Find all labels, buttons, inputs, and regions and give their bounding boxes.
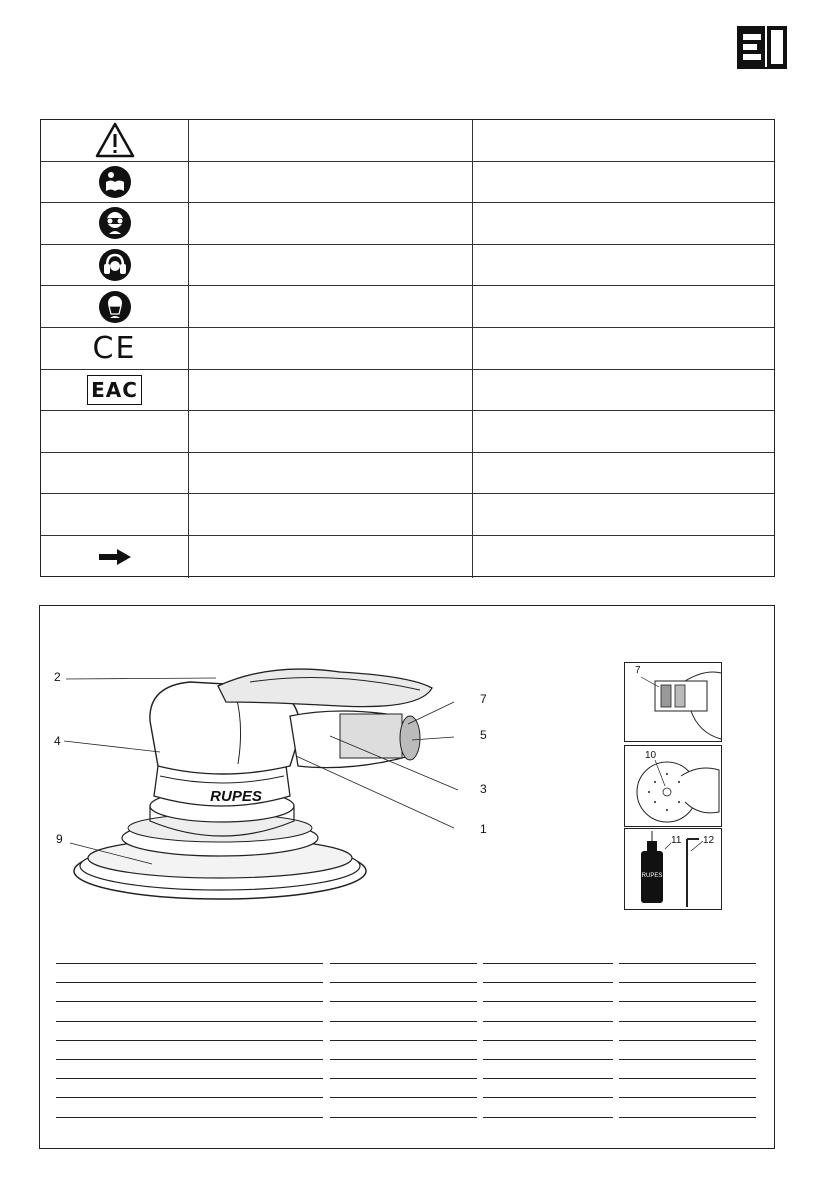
inset-callout-11: 11 xyxy=(671,835,682,846)
symbol-meaning xyxy=(189,370,473,411)
spec-line xyxy=(483,1001,613,1002)
spec-line xyxy=(619,1021,756,1022)
spec-line xyxy=(483,1078,613,1079)
read-manual-icon xyxy=(98,165,132,199)
symbol-row xyxy=(41,286,774,328)
symbol-icon-cell xyxy=(41,203,189,244)
spec-line xyxy=(56,963,323,964)
symbol-description xyxy=(473,494,774,535)
spec-line xyxy=(619,1001,756,1002)
spec-line xyxy=(56,1001,323,1002)
symbol-description xyxy=(473,370,774,411)
symbol-row xyxy=(41,370,774,412)
spec-line xyxy=(56,1078,323,1079)
symbol-meaning xyxy=(189,203,473,244)
symbol-description xyxy=(473,203,774,244)
spec-line xyxy=(330,963,477,964)
callout-1: 1 xyxy=(480,822,487,836)
spec-line xyxy=(56,1097,323,1098)
spec-line xyxy=(483,1117,613,1118)
spec-line xyxy=(330,1059,477,1060)
spec-line xyxy=(330,1097,477,1098)
spec-line xyxy=(483,1040,613,1041)
symbol-icon-cell xyxy=(41,286,189,327)
inset-disc-detail xyxy=(624,745,722,827)
symbol-icon-cell xyxy=(41,494,189,535)
spec-line xyxy=(330,1001,477,1002)
symbol-icon-cell xyxy=(41,536,189,578)
language-badge-icon xyxy=(737,24,789,70)
spec-line xyxy=(619,1117,756,1118)
spec-line xyxy=(483,1021,613,1022)
brand-label: RUPES xyxy=(210,788,262,805)
spec-line xyxy=(330,982,477,983)
symbol-description xyxy=(473,162,774,203)
inset-callout-10: 10 xyxy=(645,750,657,761)
symbol-meaning xyxy=(189,286,473,327)
inset-callout-12: 12 xyxy=(703,835,715,846)
ce-mark-icon: CE xyxy=(92,330,137,366)
spec-line xyxy=(619,1078,756,1079)
symbol-meaning xyxy=(189,453,473,494)
warning-triangle-icon xyxy=(95,122,135,158)
symbol-icon-cell xyxy=(41,328,189,369)
symbol-icon-cell xyxy=(41,453,189,494)
oil-bottle-brand: RUPES xyxy=(641,873,663,879)
spec-line xyxy=(619,963,756,964)
random-orbital-sander-drawing xyxy=(40,606,600,936)
symbol-meaning xyxy=(189,411,473,452)
product-overview-panel xyxy=(39,605,775,1149)
spec-line xyxy=(483,982,613,983)
disc-detail-drawing xyxy=(625,746,723,828)
callout-9: 9 xyxy=(56,832,63,846)
symbol-meaning xyxy=(189,536,473,578)
callout-5: 5 xyxy=(480,728,487,742)
callout-7: 7 xyxy=(480,692,487,706)
spec-line xyxy=(619,1097,756,1098)
spec-line xyxy=(330,1078,477,1079)
spec-line xyxy=(483,1097,613,1098)
symbol-row xyxy=(41,536,774,578)
inset-switch-detail xyxy=(624,662,722,742)
symbol-description xyxy=(473,245,774,286)
eac-mark-icon: EAC xyxy=(87,375,142,405)
symbol-icon-cell xyxy=(41,162,189,203)
spec-line xyxy=(619,1040,756,1041)
callout-3: 3 xyxy=(480,782,487,796)
symbol-meaning xyxy=(189,120,473,161)
symbol-row xyxy=(41,453,774,495)
symbol-row xyxy=(41,203,774,245)
symbol-description xyxy=(473,286,774,327)
spec-line xyxy=(619,982,756,983)
spec-line xyxy=(56,1021,323,1022)
inset-callout-7: 7 xyxy=(635,665,641,676)
callout-4: 4 xyxy=(54,734,61,748)
spec-line xyxy=(483,1059,613,1060)
symbol-icon-cell xyxy=(41,245,189,286)
symbol-meaning xyxy=(189,494,473,535)
dust-mask-icon xyxy=(98,290,132,324)
symbol-description xyxy=(473,328,774,369)
inset-accessories-detail xyxy=(624,828,722,910)
spec-line xyxy=(330,1117,477,1118)
arrow-right-icon xyxy=(97,548,133,566)
spec-line xyxy=(56,1117,323,1118)
spec-line xyxy=(56,982,323,983)
symbol-row xyxy=(41,411,774,453)
symbol-row xyxy=(41,245,774,287)
spec-line xyxy=(56,1040,323,1041)
symbol-meaning xyxy=(189,328,473,369)
symbol-description xyxy=(473,453,774,494)
symbol-description xyxy=(473,411,774,452)
symbol-row xyxy=(41,120,774,162)
symbol-icon-cell xyxy=(41,411,189,452)
symbol-row xyxy=(41,162,774,204)
symbol-description xyxy=(473,120,774,161)
symbol-meaning xyxy=(189,162,473,203)
symbol-table xyxy=(40,119,775,577)
spec-line xyxy=(619,1059,756,1060)
spec-line xyxy=(56,1059,323,1060)
ear-protection-icon xyxy=(98,248,132,282)
symbol-icon-cell xyxy=(41,370,189,411)
spec-line xyxy=(330,1021,477,1022)
symbol-description xyxy=(473,536,774,578)
symbol-icon-cell xyxy=(41,120,189,161)
spec-line xyxy=(483,963,613,964)
spec-line xyxy=(330,1040,477,1041)
eye-protection-icon xyxy=(98,206,132,240)
callout-2: 2 xyxy=(54,670,61,684)
symbol-meaning xyxy=(189,245,473,286)
symbol-row xyxy=(41,328,774,370)
symbol-row xyxy=(41,494,774,536)
